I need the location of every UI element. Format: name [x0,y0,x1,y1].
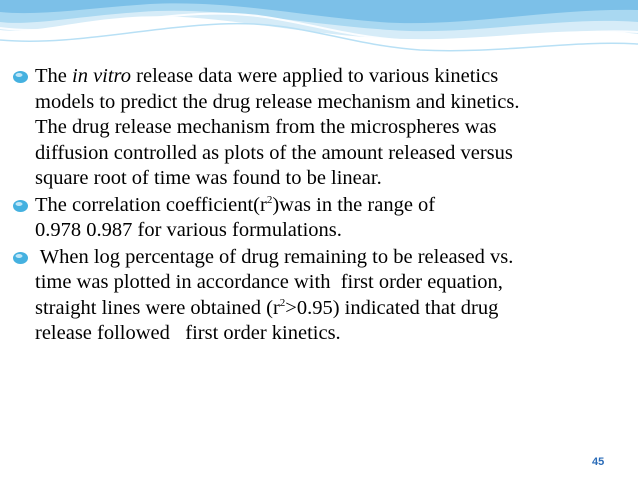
bullet-1-line-2: models to predict the drug release mechanism and kinetics. [35,90,520,113]
bullet-1-line-4: diffusion controlled as plots of the amount released versus [35,141,513,164]
bullet-2-line-1 [35,193,632,219]
bullet-3-line-1: When log percentage of drug remaining to be released vs. [35,245,514,268]
bullet-2-text-c: )was in the range of [272,193,436,216]
bullet-3-line-2: time was plotted in accordance with first order equation, [35,271,503,293]
bullet-1-line-3: The drug release mechanism from the microspheres was [35,116,497,138]
bullet-1-text-c: release data were applied to various kinetics [131,65,499,87]
bullet-marker-icon [12,70,29,84]
page-number: 45 [592,456,605,468]
bullet-1-italic: in vitro [72,65,132,87]
bullet-3-superscript: 2 [279,296,286,309]
bullet-3-line-3 [35,296,632,322]
bullet-3-line-4: release followed first order kinetics. [35,322,341,344]
bullet-1-text-a: The [35,65,72,87]
bullet-marker-icon [12,251,29,265]
bullet-2-superscript: 2 [266,193,273,206]
bullet-item-1 [12,64,632,192]
bullet-1-line-5: square root of time was found to be linear. [35,167,382,189]
bullet-3-text-d: straight lines were obtained (r [35,296,280,319]
bullet-marker-icon [12,199,29,213]
bullet-2-line-2: 0.978 0.987 for various formulations. [35,219,342,241]
bullet-item-2 [12,193,632,244]
wave-banner [0,0,638,60]
bullet-1-line-1 [35,64,632,90]
bullet-3-text-e: >0.95) indicated that drug [285,296,499,319]
bullet-2-text-a: The correlation coefficient(r [35,193,267,216]
bullet-list [12,64,632,348]
bullet-item-3 [12,245,632,347]
